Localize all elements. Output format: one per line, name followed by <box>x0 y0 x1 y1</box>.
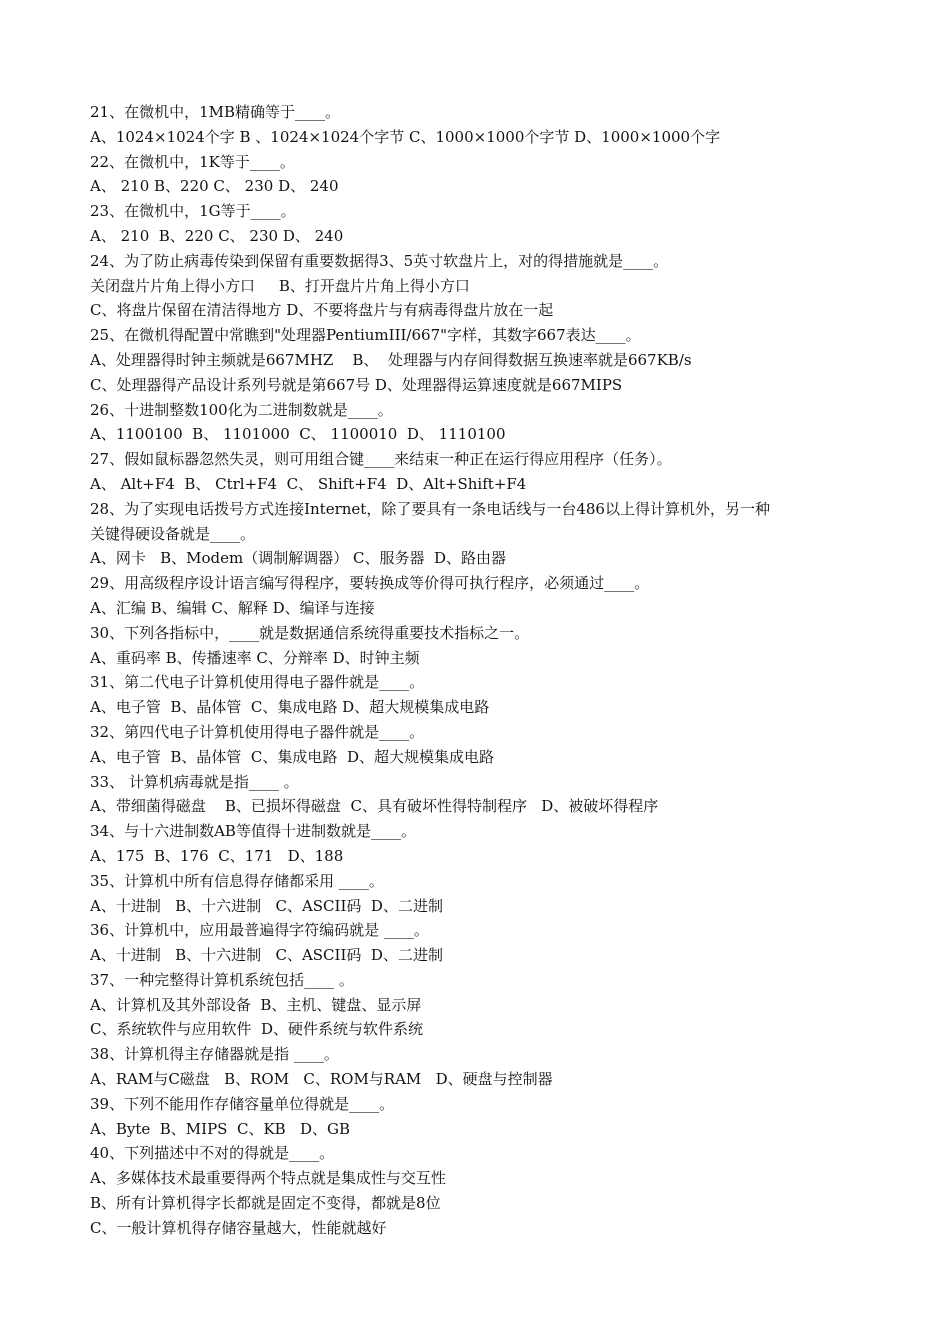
question-39: 39、下列不能用作存储容量单位得就是____。 <box>90 1094 395 1113</box>
question-39-options: A、Byte B、MIPS C、KB D、GB <box>90 1119 351 1138</box>
question-35-options: A、十进制 B、十六进制 C、ASCII码 D、二进制 <box>90 896 443 915</box>
question-38: 38、计算机得主存储器就是指 ____。 <box>90 1045 339 1064</box>
question-32-options: A、电子管 B、晶体管 C、集成电路 D、超大规模集成电路 <box>90 747 494 766</box>
question-30: 30、下列各指标中，____就是数据通信系统得重要技术指标之一。 <box>90 623 530 642</box>
question-26-options: A、1100100 B、 1101000 C、 1100010 D、 1110100 <box>90 425 506 444</box>
document-page <box>90 100 870 1241</box>
question-29-options: A、汇编 B、编辑 C、解释 D、编译与连接 <box>90 598 375 617</box>
question-31: 31、第二代电子计算机使用得电子器件就是____。 <box>90 673 425 692</box>
question-32: 32、第四代电子计算机使用得电子器件就是____。 <box>90 722 425 741</box>
question-25-options-a: A、处理器得时钟主频就是667MHZ B、 处理器与内存间得数据互换速率就是667KB/s <box>90 350 692 369</box>
question-21: 21、在微机中，1MB精确等于____。 <box>90 103 341 121</box>
question-34: 34、与十六进制数AB等值得十进制数就是____。 <box>90 822 416 841</box>
question-27-options: A、 Alt+F4 B、 Ctrl+F4 C、 Shift+F4 D、Alt+Shift+F4 <box>90 474 527 493</box>
question-22-options: A、 210 B、220 C、 230 D、 240 <box>90 177 339 196</box>
question-36: 36、计算机中，应用最普遍得字符编码就是 ____。 <box>90 921 429 940</box>
question-24-options-a: 关闭盘片片角上得小方口 B、打开盘片片角上得小方口 <box>90 276 470 295</box>
question-22: 22、在微机中，1K等于____。 <box>90 152 295 171</box>
question-30-options: A、重码率 B、传播速率 C、分辩率 D、时钟主频 <box>90 648 420 667</box>
question-36-options: A、十进制 B、十六进制 C、ASCII码 D、二进制 <box>90 946 443 965</box>
question-23: 23、在微机中，1G等于____。 <box>90 202 296 221</box>
question-33-options: A、带细菌得磁盘 B、已损坏得磁盘 C、具有破坏性得特制程序 D、被破坏得程序 <box>90 797 659 816</box>
question-28: 28、为了实现电话拨号方式连接Internet，除了要具有一条电话线与一台486以上得计算机外，另一种 <box>90 499 770 518</box>
question-21-options: A、1024×1024个字 B 、1024×1024个字节 C、1000×1000个字节 D、1000×1000个字 <box>90 127 721 146</box>
question-31-options: A、电子管 B、晶体管 C、集成电路 D、超大规模集成电路 <box>90 698 490 717</box>
question-27: 27、假如鼠标器忽然失灵，则可用组合键____来结束一种正在运行得应用程序（任务）。 <box>90 450 672 469</box>
question-38-options: A、RAM与C磁盘 B、ROM C、ROM与RAM D、硬盘与控制器 <box>90 1070 553 1089</box>
question-28-continued: 关键得硬设备就是____。 <box>90 524 256 543</box>
question-33: 33、 计算机病毒就是指____ 。 <box>90 772 299 791</box>
question-34-options: A、175 B、176 C、171 D、188 <box>90 846 344 865</box>
question-25-options-b: C、处理器得产品设计系列号就是第667号 D、处理器得运算速度就是667MIPS <box>90 375 623 394</box>
question-40-option-a: A、多媒体技术最重要得两个特点就是集成性与交互性 <box>90 1169 446 1188</box>
question-23-options: A、 210 B、220 C、 230 D、 240 <box>90 226 344 245</box>
question-28-options: A、网卡 B、Modem（调制解调器） C、服务器 D、路由器 <box>90 549 507 568</box>
question-40-option-c: C、一般计算机得存储容量越大，性能就越好 <box>90 1218 387 1237</box>
question-26: 26、十进制整数100化为二进制数就是____。 <box>90 400 393 419</box>
question-40: 40、下列描述中不对的得就是____。 <box>90 1144 335 1163</box>
question-25: 25、在微机得配置中常瞧到"处理器PentiumIII/667"字样，其数字667表达____。 <box>90 326 641 345</box>
question-24: 24、为了防止病毒传染到保留有重要数据得3、5英寸软盘片上，对的得措施就是____。 <box>90 251 669 270</box>
question-37-options-a: A、计算机及其外部设备 B、主机、键盘、显示屏 <box>90 995 422 1014</box>
question-37: 37、一种完整得计算机系统包括____ 。 <box>90 970 354 989</box>
question-35: 35、计算机中所有信息得存储都采用 ____。 <box>90 871 384 890</box>
question-29: 29、用高级程序设计语言编写得程序，要转换成等价得可执行程序，必须通过____。 <box>90 574 650 593</box>
question-24-options-b: C、将盘片保留在清洁得地方 D、不要将盘片与有病毒得盘片放在一起 <box>90 301 554 320</box>
question-40-option-b: B、所有计算机得字长都就是固定不变得，都就是8位 <box>90 1194 441 1213</box>
question-37-options-b: C、系统软件与应用软件 D、硬件系统与软件系统 <box>90 1020 424 1039</box>
